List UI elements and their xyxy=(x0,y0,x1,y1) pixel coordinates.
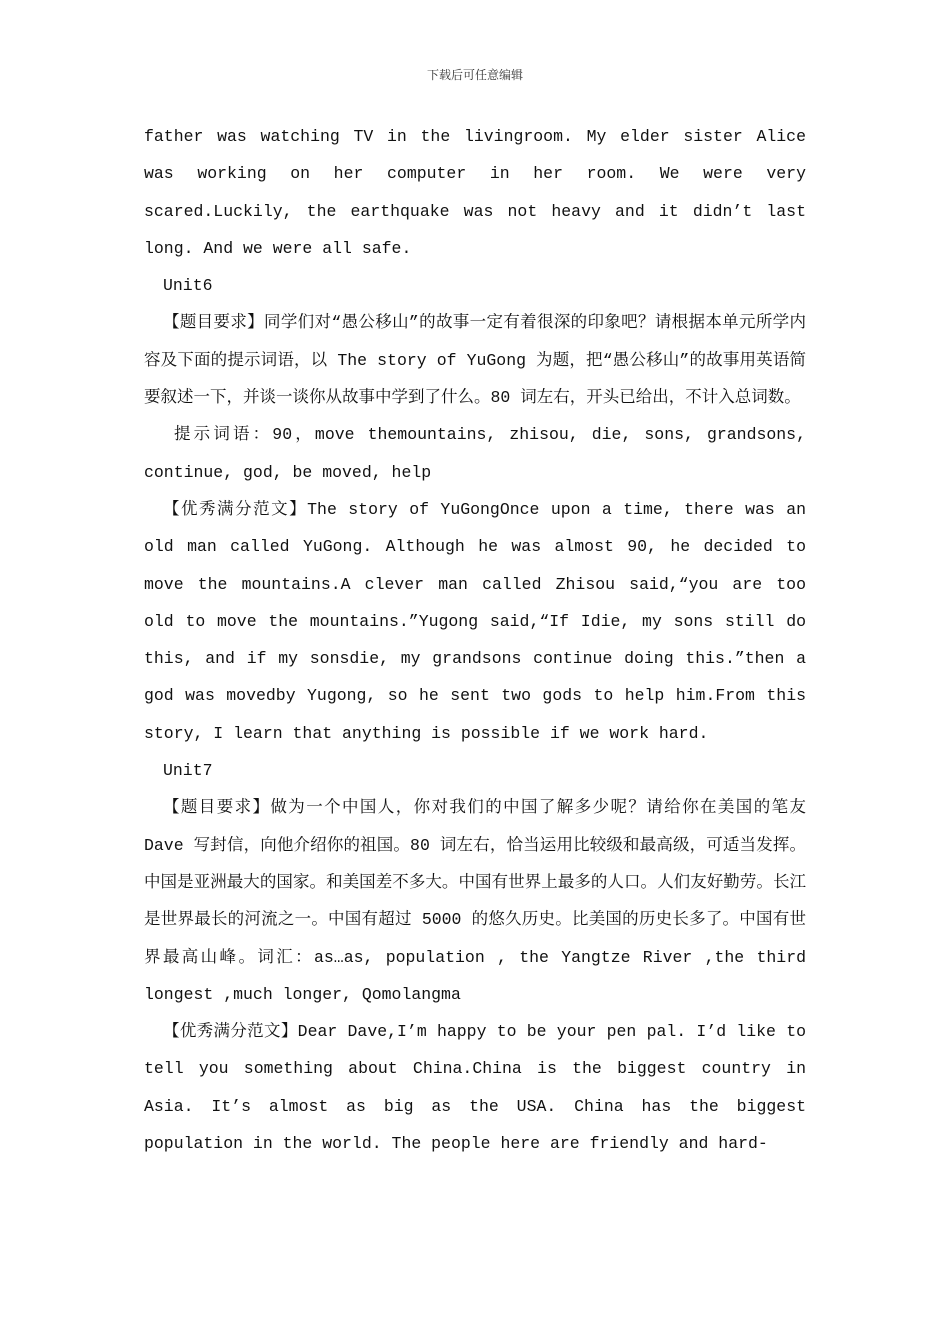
unit6-task-requirements: 【题目要求】同学们对“愚公移山”的故事一定有着很深的印象吧？请根据本单元所学内容及下面的提示词语，以 The story of YuGong 为题，把“愚公移山”的故事用英语简要叙述一下，并谈一谈你从故事中学到了什么。80 词左右，开头已给出，不计入总词数。 xyxy=(144,313,806,408)
document-body xyxy=(144,118,806,1162)
unit6-heading: Unit6 xyxy=(163,276,213,296)
page-header: 下载后可任意编辑 xyxy=(426,68,523,82)
unit7-task-requirements: 【题目要求】做为一个中国人，你对我们的中国了解多少呢？请给你在美国的笔友 Dave 写封信，向他介绍你的祖国。80 词左右，恰当运用比较级和最高级，可适当发挥。中国是亚洲最大的国家。和美国差不多大。中国有世界上最多的人口。人们友好勤劳。长江是世界最长的河流之一。中国有超过 5000 的悠久历史。比美国的历史长多了。中国有世界最高山峰。词汇：as…as, population , the Yangtze River ,the third longest ,much longer, Qomolangma xyxy=(144,798,806,1004)
paragraph-earthquake-ending: father was watching TV in the livingroom. My elder sister Alice was working on her computer in her room. We were very scared.Luckily, the earthquake was not heavy and it didn’t last long. And we were all safe. xyxy=(144,127,806,258)
unit6-hint-words: 提示词语：90，move themountains, zhisou, die, sons, grandsons, continue, god, be moved, help xyxy=(144,425,806,482)
unit7-heading: Unit7 xyxy=(163,761,213,781)
unit6-sample-essay: 【优秀满分范文】The story of YuGongOnce upon a time, there was an old man called YuGong. Although he was almost 90, he decided to move the mountains.A clever man called Zhisou said,“you are too old to move the mountains.”Yugong said,“If Idie, my sons still do this, and if my sonsdie, my grandsons continue doing this.”then a god was movedby Yugong, so he sent two gods to help him.From this story, I learn that anything is possible if we work hard. xyxy=(144,499,806,743)
unit7-sample-essay: 【优秀满分范文】Dear Dave,I’m happy to be your pen pal. I’d like to tell you something about China.China is the biggest country in Asia. It’s almost as big as the USA. China has the biggest population in the world. The people here are friendly and hard- xyxy=(144,1022,806,1154)
